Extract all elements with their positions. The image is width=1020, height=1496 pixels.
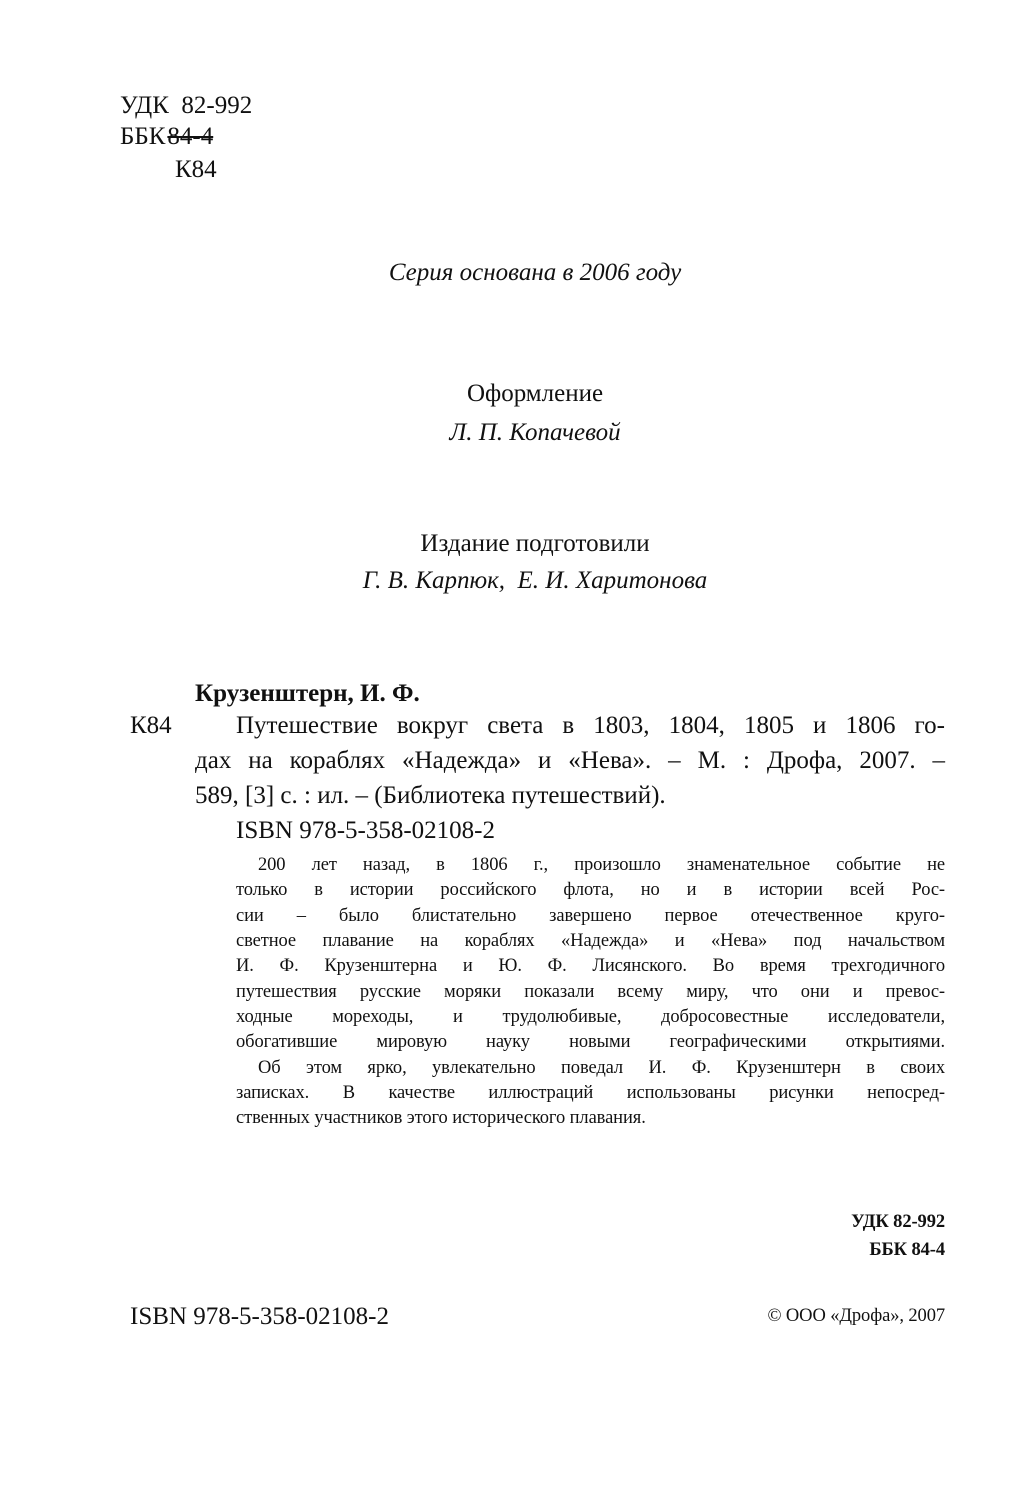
abstract-line: путешествия русские моряки показали всему миру, что они и превос- — [236, 982, 945, 1002]
series-note: Серия основана в 2006 году — [388, 259, 682, 286]
abstract-line: обогатившие мировую науку новыми географическими открытиями. — [236, 1032, 945, 1052]
bib-isbn: ISBN 978-5-358-02108-2 — [236, 817, 496, 844]
prepared-names: Г. В. Карпюк, Е. И. Харитонова — [362, 567, 708, 594]
bbk-label: ББК — [120, 123, 166, 150]
footer-bbk: ББК 84-4 — [869, 1240, 945, 1260]
abstract-line: 200 лет назад, в 1806 г., произошло знаменательное событие не — [258, 855, 945, 875]
abstract-line: сии – было блистательно завершено первое отечественное круго- — [236, 906, 945, 926]
author-mark: К84 — [175, 156, 217, 183]
udk-value: 82-992 — [181, 92, 253, 119]
copyright: © ООО «Дрофа», 2007 — [767, 1306, 945, 1326]
bib-author: Крузенштерн, И. Ф. — [195, 680, 420, 707]
abstract-line: только в истории российского флота, но и в истории всей Рос- — [236, 880, 945, 900]
designer-name: Л. П. Копачевой — [449, 419, 621, 446]
prepared-label: Издание подготовили — [420, 530, 650, 557]
bbk-line — [120, 124, 213, 149]
abstract-line: записках. В качестве иллюстраций использованы рисунки непосред- — [236, 1083, 945, 1103]
bib-line: дах на кораблях «Надежда» и «Нева». – М. : Дрофа, 2007. – — [195, 747, 945, 774]
bbk-value-struck: 84-4 — [167, 123, 214, 150]
bib-line: Путешествие вокруг света в 1803, 1804, 1805 и 1806 го- — [236, 712, 945, 739]
footer-isbn: ISBN 978-5-358-02108-2 — [130, 1303, 390, 1330]
bib-author-mark: К84 — [130, 712, 172, 739]
abstract-line: ходные мореходы, и трудолюбивые, добросовестные исследователи, — [236, 1007, 945, 1027]
bib-line: 589, [3] с. : ил. – (Библиотека путешествий). — [195, 782, 666, 809]
abstract-line: ственных участников этого исторического плавания. — [236, 1108, 646, 1128]
footer-udk: УДК 82-992 — [851, 1212, 945, 1232]
design-label: Оформление — [466, 380, 604, 407]
abstract-line: светное плавание на кораблях «Надежда» и «Нева» под начальством — [236, 931, 945, 951]
udk-label: УДК — [120, 92, 169, 119]
udk-line — [120, 93, 252, 118]
abstract-line: И. Ф. Крузенштерна и Ю. Ф. Лисянского. Во время трехгодичного — [236, 956, 945, 976]
abstract-line: Об этом ярко, увлекательно поведал И. Ф. Крузенштерн в своих — [258, 1058, 945, 1078]
